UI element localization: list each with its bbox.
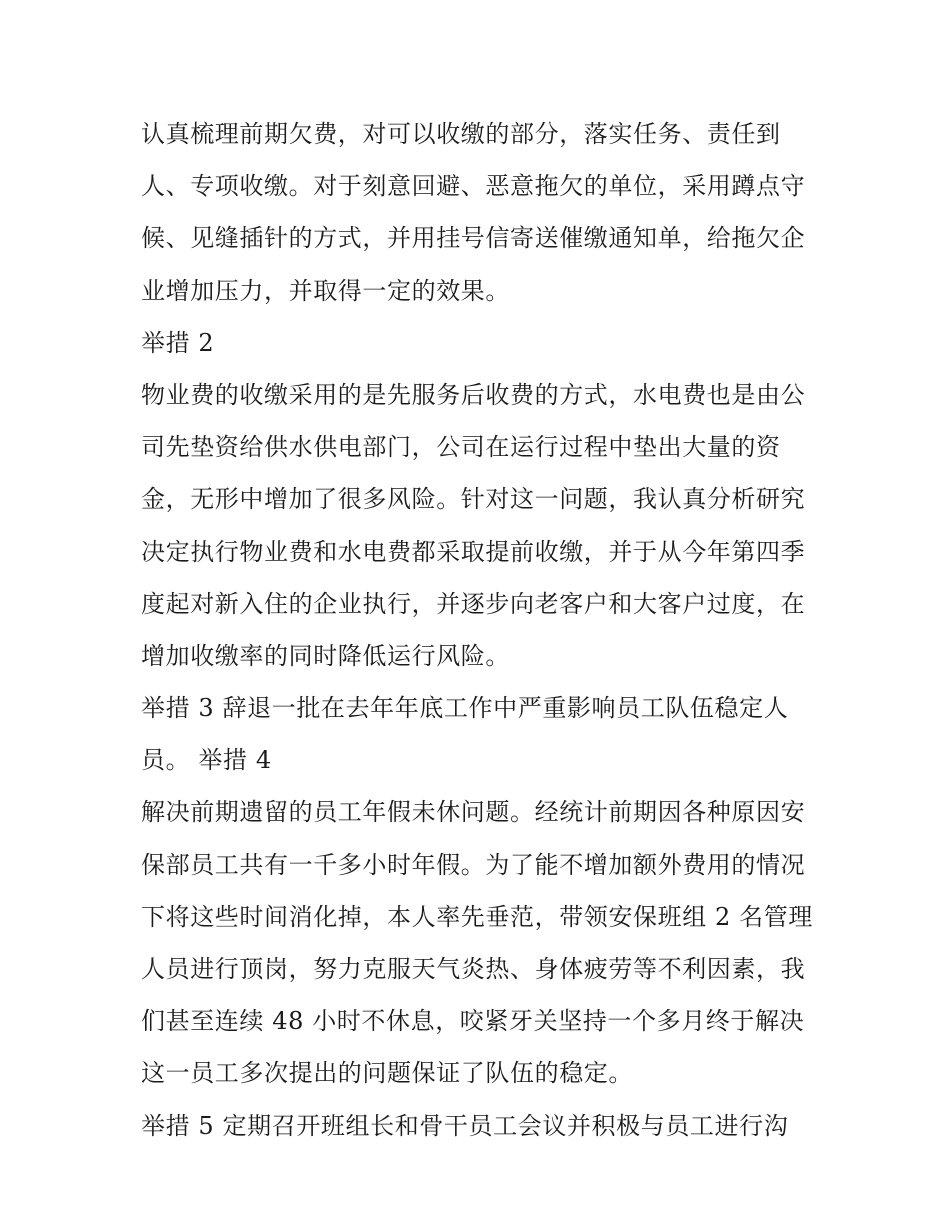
text-line: 这一员工多次提出的问题保证了队伍的稳定。 xyxy=(141,1059,633,1088)
document-body xyxy=(141,108,821,1152)
heading-measure-2: 举措 2 xyxy=(141,328,215,357)
text-line: 物业费的收缴采用的是先服务后收费的方式，水电费也是由公 xyxy=(141,380,806,409)
text-line: 业增加压力，并取得一定的效果。 xyxy=(141,276,510,305)
text-line: 增加收缴率的同时降低运行风险。 xyxy=(141,641,510,670)
text-line: 金，无形中增加了很多风险。针对这一问题，我认真分析研究 xyxy=(141,485,806,514)
heading-measure-4: 员。 举措 4 xyxy=(141,746,272,775)
text-line: 决定执行物业费和水电费都采取提前收缴，并于从今年第四季 xyxy=(141,537,806,566)
heading-measure-5: 举措 5 定期召开班组长和骨干员工会议并积极与员工进行沟 xyxy=(141,1111,789,1140)
text-line: 候、见缝插针的方式，并用挂号信寄送催缴通知单，给拖欠企 xyxy=(141,224,806,253)
text-line: 认真梳理前期欠费，对可以收缴的部分，落实任务、责任到 xyxy=(141,120,781,148)
text-line: 司先垫资给供水供电部门，公司在运行过程中垫出大量的资 xyxy=(141,433,781,462)
text-line: 下将这些时间消化掉，本人率先垂范，带领安保班组 2 名管理 xyxy=(141,902,813,931)
heading-measure-3: 举措 3 辞退一批在去年年底工作中严重影响员工队伍稳定人 xyxy=(141,694,789,723)
text-line: 解决前期遗留的员工年假未休问题。经统计前期因各种原因安 xyxy=(141,798,806,827)
text-line: 度起对新入住的企业执行，并逐步向老客户和大客户过度，在 xyxy=(141,589,806,618)
text-line: 们甚至连续 48 小时不休息，咬紧牙关坚持一个多月终于解决 xyxy=(141,1007,805,1036)
text-line: 人、专项收缴。对于刻意回避、恶意拖欠的单位，采用蹲点守 xyxy=(141,172,806,201)
text-line: 保部员工共有一千多小时年假。为了能不增加额外费用的情况 xyxy=(141,850,806,879)
text-line: 人员进行顶岗，努力克服天气炎热、身体疲劳等不利因素，我 xyxy=(141,955,806,983)
